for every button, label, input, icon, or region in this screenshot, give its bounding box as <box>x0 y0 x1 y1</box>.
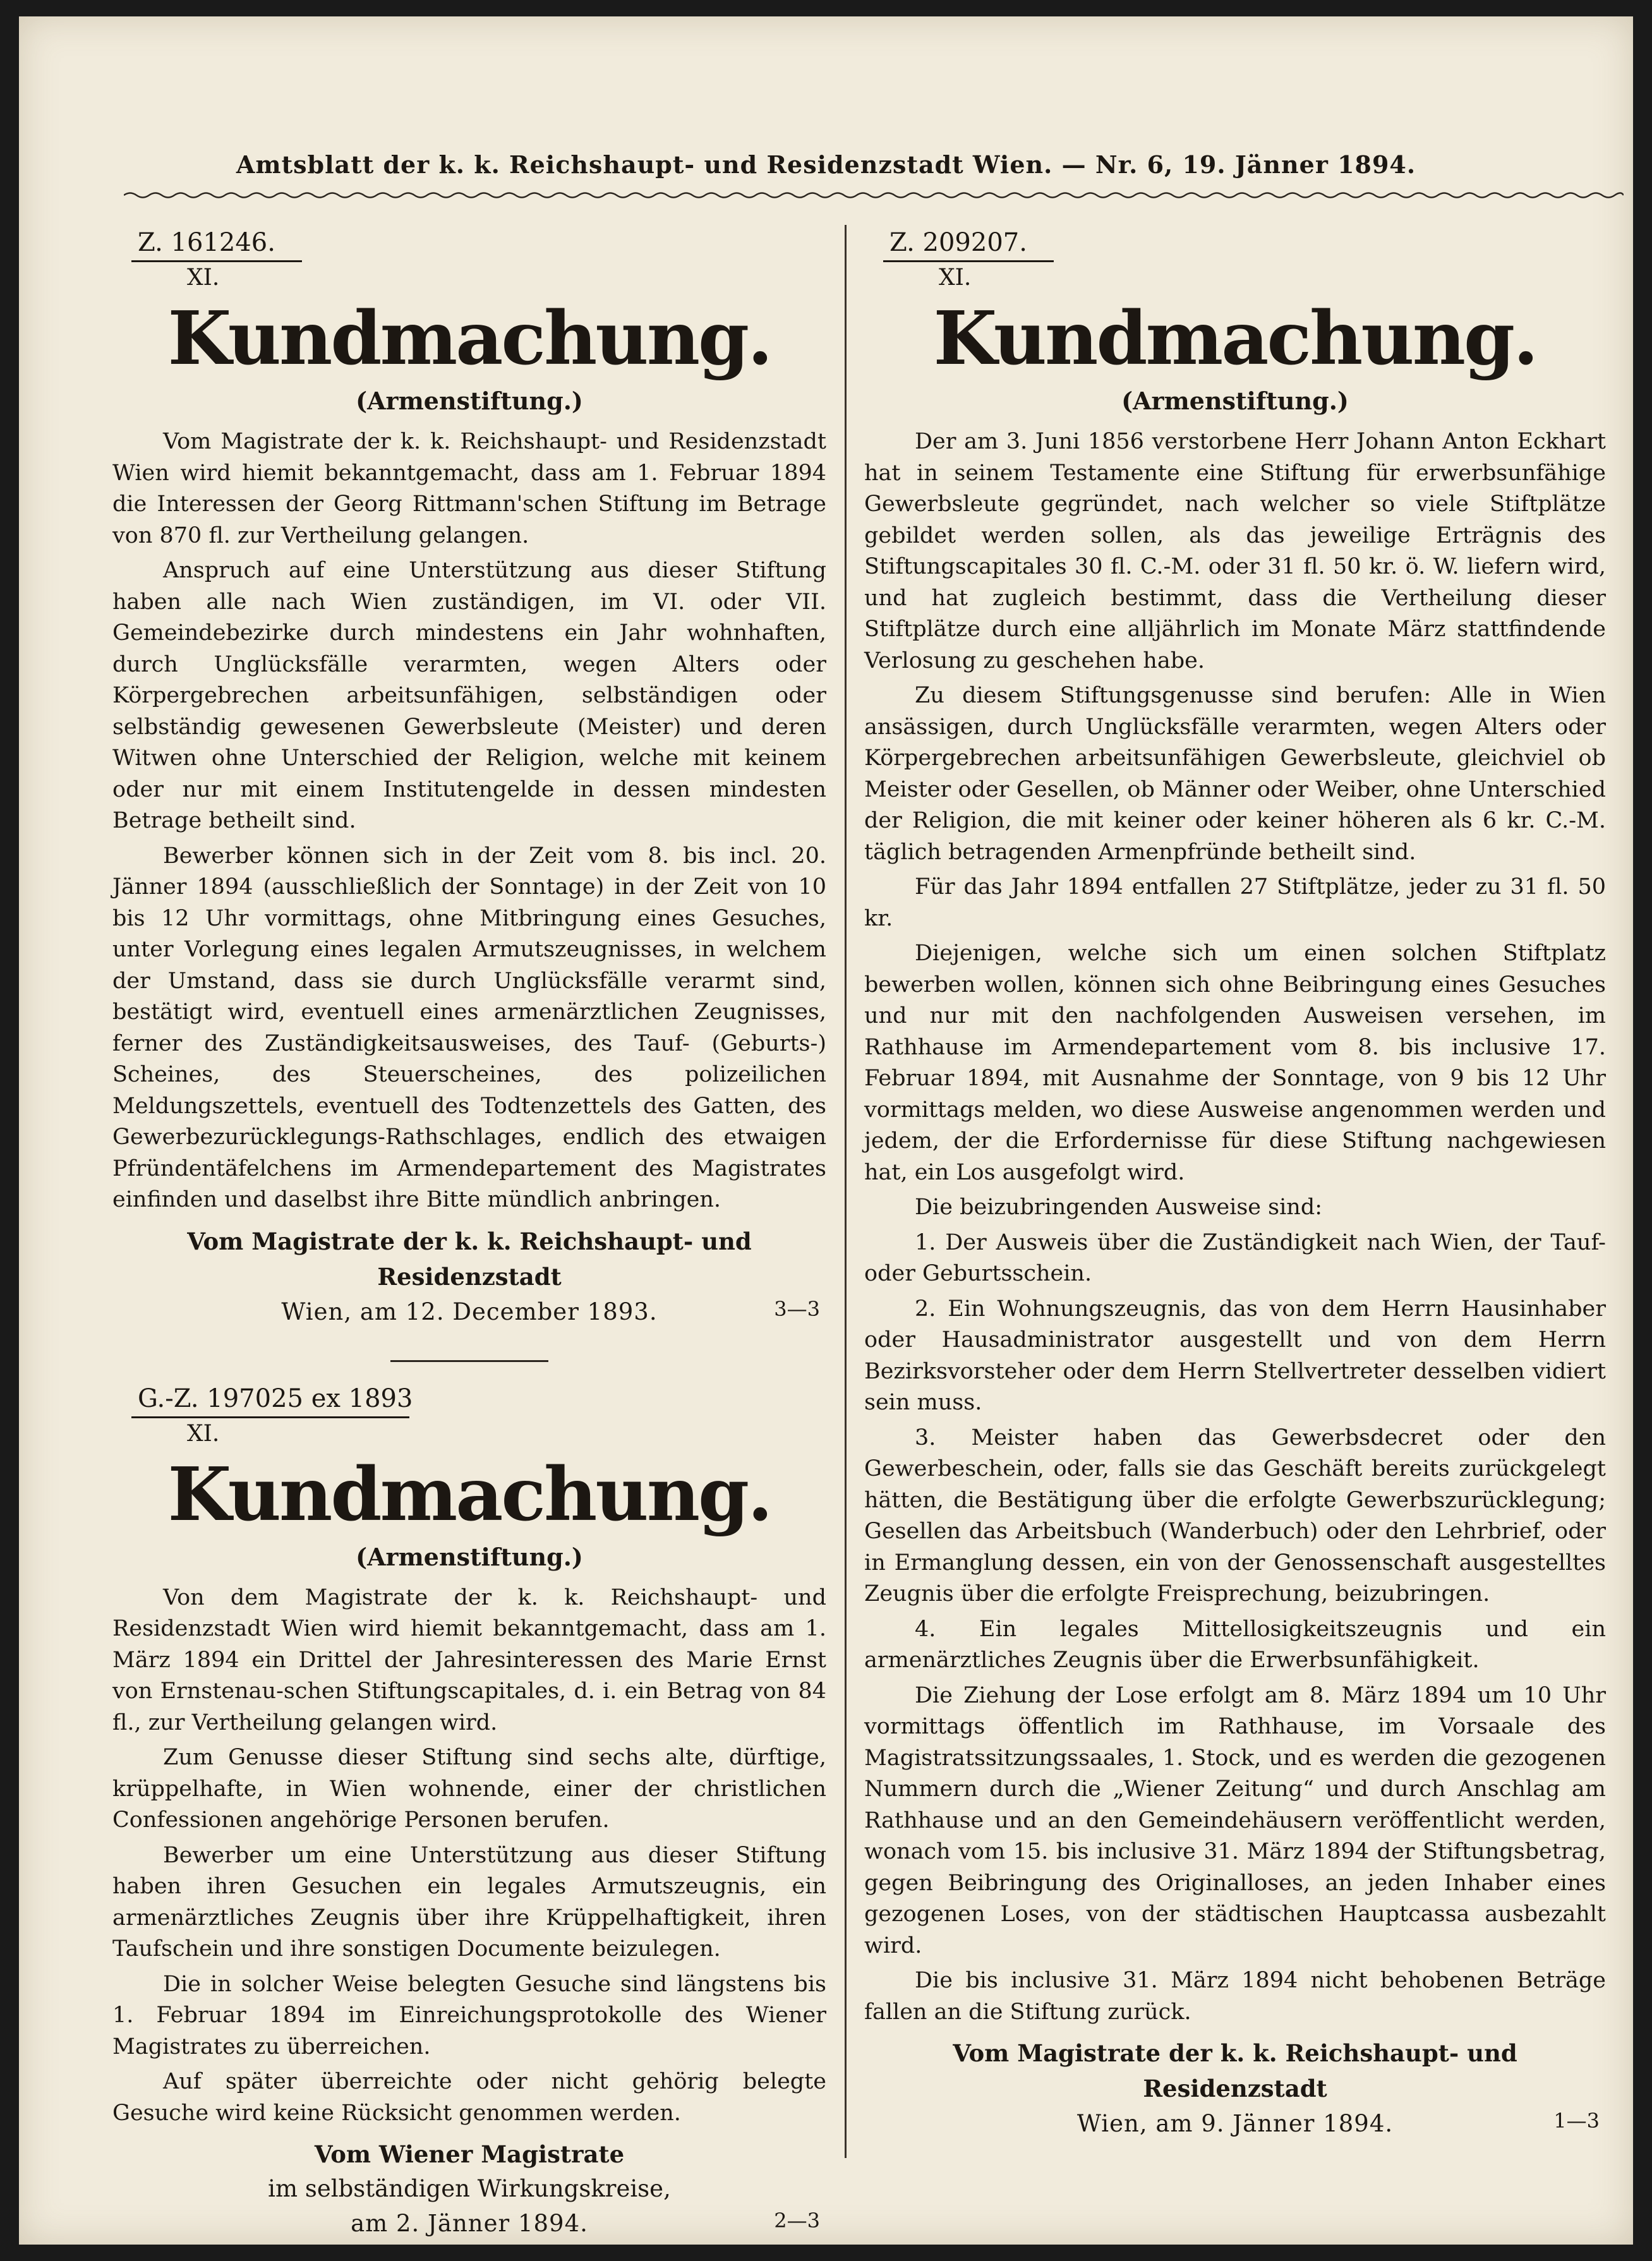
paragraph: Diejenigen, welche sich um einen solchen Stiftplatz bewerben wollen, können sich ohne Beibringung eines Gesuches und nur mit den nachfolgenden Ausweisen versehen, im Rathhause im Armendepartement vom 8. bis inclusive 17. Februar 1894, mit Ausnahme der Sonntage, von 9 bis 12 Uhr vormittags melden, wo diese Ausweise angenommen werden und jedem, der die Erfordernisse für diese Stiftung nachgewiesen hat, ein Los ausgefolgt wird. <box>864 941 1606 1185</box>
department-number: XI. <box>939 265 972 291</box>
paragraph: Die in solcher Weise belegten Gesuche sind längstens bis 1. Februar 1894 im Einreichungsprotokolle des Wiener Magistrates zu überreichen. <box>112 1971 826 2059</box>
notice-eckhart <box>864 225 1606 2142</box>
notice-subtitle: (Armenstiftung.) <box>356 387 583 415</box>
signature-authority: Vom Magistrate der k. k. Reichshaupt- und Residenzstadt <box>187 1227 752 1291</box>
notice-subtitle: (Armenstiftung.) <box>1121 387 1349 415</box>
header-wavy-rule <box>124 191 1624 200</box>
paragraph: Die bis inclusive 31. März 1894 nicht behobenen Beträge fallen an die Stiftung zurück. <box>864 1968 1606 2025</box>
right-column <box>864 225 1606 2142</box>
paragraph: Die beizubringenden Ausweise sind: <box>915 1195 1323 1220</box>
signature-place-date: Wien, am 12. December 1893. <box>281 1298 658 1325</box>
notice-title: Kundmachung. <box>167 296 771 382</box>
paragraph: Für das Jahr 1894 entfallen 27 Stiftplätze, jeder zu 31 fl. 50 kr. <box>864 874 1606 931</box>
insertion-reference: 3—3 <box>774 1296 820 1321</box>
department-number: XI. <box>187 265 220 291</box>
notice-title: Kundmachung. <box>167 1451 771 1538</box>
page-header: Amtsblatt der k. k. Reichshaupt- und Residenzstadt Wien. — Nr. 6, 19. Jänner 1894. <box>236 150 1416 179</box>
paragraph: Bewerber um eine Unterstützung aus dieser Stiftung haben ihren Gesuchen ein legales Armutszeugnis, ein armenärztliches Zeugnis über ihre Krüppelhaftigkeit, ihren Taufschein und ihre sonstigen Documente beizulegen. <box>112 1842 826 1962</box>
notice-number: Z. 209207. <box>889 228 1027 257</box>
paragraph: Zum Genusse dieser Stiftung sind sechs alte, dürftige, krüppelhafte, in Wien wohnende, einer der christlichen Confessionen angehörige Personen berufen. <box>112 1745 826 1833</box>
paragraph: Auf später überreichte oder nicht gehörig belegte Gesuche wird keine Rücksicht genommen werden. <box>112 2069 826 2126</box>
paragraph: Bewerber können sich in der Zeit vom 8. bis incl. 20. Jänner 1894 (ausschließlich der Sonntage) in der Zeit von 10 bis 12 Uhr vormittags, ohne Mitbringung eines Gesuches, unter Vorlegung eines legalen Armutszeugnisses, in welchem der Umstand, dass sie durch Unglücksfälle verarmt sind, bestätigt wird, eventuell eines armenärztlichen Zeugnisses, ferner des Zuständigkeitsausweises, des Tauf- (Geburts-) Scheines, des Steuerscheines, des polizeilichen Meldungszettels, eventuell des Todtenzettels des Gatten, des Gewerbezurücklegungs-Rathschlages, endlich des etwaigen Pfründentäfelchens im Armendepartement des Magistrates einfinden und daselbst ihre Bitte mündlich anbringen. <box>112 843 826 1212</box>
list-item: 1. Der Ausweis über die Zuständigkeit nach Wien, der Tauf- oder Geburtsschein. <box>864 1229 1606 1286</box>
paragraph: Die Ziehung der Lose erfolgt am 8. März 1894 um 10 Uhr vormittags öffentlich im Rathhause, im Vorsaale des Magistratssitzungssaales, 1. Stock, und es werden die gezogenen Nummern durch die „Wiener Zeitung“ und durch Anschlag am Rathhause und an den Gemeindehäusern veröffentlicht werden, wonach vom 15. bis inclusive 31. März 1894 der Stiftungsbetrag, gegen Beibringung des Originalloses, an jeden Inhaber eines gezogenen Loses, von der städtischen Hauptcassa ausbezahlt wird. <box>864 1682 1606 1958</box>
notice-title: Kundmachung. <box>933 296 1537 382</box>
paragraph: Von dem Magistrate der k. k. Reichshaupt- und Residenzstadt Wien wird hiemit bekanntgemacht, dass am 1. März 1894 ein Drittel der Jahresinteressen des Marie Ernst von Ernstenau-schen Stiftungscapitales, d. i. ein Betrag von 84 fl., zur Vertheilung gelangen wird. <box>112 1584 826 1735</box>
signature-place-date: am 2. Jänner 1894. <box>351 2210 588 2237</box>
notice-number: Z. 161246. <box>138 228 275 257</box>
signature-capacity: im selbständigen Wirkungskreise, <box>268 2175 671 2202</box>
newspaper-page <box>19 16 1633 2245</box>
list-item: 3. Meister haben das Gewerbsdecret oder den Gewerbeschein, oder, falls sie das Geschäft bereits zurückgelegt hätten, die Bestätigung über die erfolgte Gewerbszurücklegung; Gesellen das Arbeitsbuch (Wanderbuch) oder den Lehrbrief, oder in Ermanglung dessen, ein von der Genossenschaft ausgestelltes Zeugnis über die erfolgte Freisprechung, beizubringen. <box>864 1425 1606 1607</box>
signature-place-date: Wien, am 9. Jänner 1894. <box>1076 2110 1394 2137</box>
list-item: 2. Ein Wohnungszeugnis, das von dem Herrn Hausinhaber oder Hausadministrator ausgestellt und von dem Herrn Bezirksvorsteher oder dem Herrn Stellvertreter desselben vidiert sein muss. <box>864 1296 1606 1415</box>
insertion-reference: 1—3 <box>1553 2109 1600 2133</box>
paragraph: Vom Magistrate der k. k. Reichshaupt- und Residenzstadt Wien wird hiemit bekanntgemacht, dass am 1. Februar 1894 die Interessen der Georg Rittmann'schen Stiftung im Betrage von 870 fl. zur Vertheilung gelangen. <box>112 429 826 548</box>
left-column <box>112 225 826 2241</box>
insertion-reference: 2—3 <box>774 2209 820 2233</box>
signature-authority: Vom Wiener Magistrate <box>314 2140 625 2168</box>
signature-authority: Vom Magistrate der k. k. Reichshaupt- und Residenzstadt <box>953 2039 1517 2102</box>
notice-number: G.-Z. 197025 ex 1893 <box>138 1384 413 1413</box>
notice-rittmann <box>112 225 826 1330</box>
paragraph: Der am 3. Juni 1856 verstorbene Herr Johann Anton Eckhart hat in seinem Testamente eine Stiftung für erwerbsunfähige Gewerbsleute gegründet, nach welcher so viele Stiftplätze gebildet werden sollen, als das jeweilige Erträgnis des Stiftungscapitales 30 fl. C.-M. oder 31 fl. 50 kr. ö. W. liefern wird, und hat zugleich bestimmt, dass die Vertheilung dieser Stiftplätze durch eine alljährlich im Monate März stattfindende Verlosung zu geschehen habe. <box>864 429 1606 673</box>
paragraph: Anspruch auf eine Unterstützung aus dieser Stiftung haben alle nach Wien zuständigen, im VI. oder VII. Gemeindebezirke durch mindestens ein Jahr wohnhaften, durch Unglücksfälle verarmten, wegen Alters oder Körpergebrechen arbeitsunfähigen, selbständigen oder selbständig gewesenen Gewerbsleute (Meister) und deren Witwen ohne Unterschied der Religion, welche mit keinem oder nur mit einem Institutengelde in dessen mindesten Betrage betheilt sind. <box>112 558 826 833</box>
notice-separator <box>390 1360 548 1362</box>
column-divider <box>845 225 847 2158</box>
notice-ernstenau <box>112 1381 826 2242</box>
paragraph: Zu diesem Stiftungsgenusse sind berufen: Alle in Wien ansässigen, durch Unglücksfälle verarmten, wegen Alters oder Körpergebrechen arbeitsunfähigen Gewerbsleute, gleichviel ob Meister oder Gesellen, ob Männer oder Weiber, ohne Unterschied der Religion, die mit keiner oder keiner höheren als 6 kr. C.-M. täglich betragenden Armenpfründe betheilt sind. <box>864 683 1606 865</box>
department-number: XI. <box>187 1420 220 1447</box>
notice-subtitle: (Armenstiftung.) <box>356 1542 583 1571</box>
list-item: 4. Ein legales Mittellosigkeitszeugnis und ein armenärztliches Zeugnis über die Erwerbsunfähigkeit. <box>864 1616 1606 1673</box>
